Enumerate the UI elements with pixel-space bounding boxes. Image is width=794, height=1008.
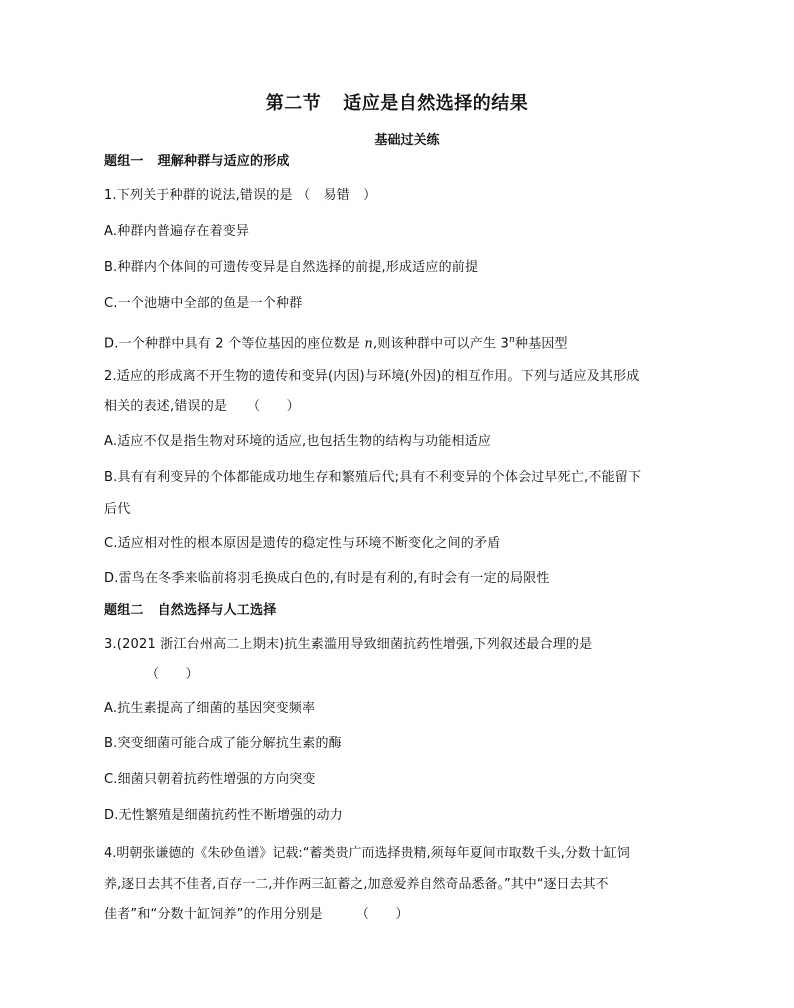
question-3-option-d: D.无性繁殖是细菌抗药性不断增强的动力 xyxy=(104,808,343,823)
option-d-text-2: ,则该种群中可以产生 3 xyxy=(373,336,509,352)
question-2-stem-line-2: 相关的表述,错误的是 （ ） xyxy=(104,399,300,414)
group-name: 自然选择与人工选择 xyxy=(157,603,277,618)
question-3-option-b: B.突变细菌可能合成了能分解抗生素的酶 xyxy=(104,736,342,751)
question-1-option-a: A.种群内普遍存在着变异 xyxy=(104,224,250,239)
question-3-stem-line-1: 3.(2021 浙江台州高二上期末)抗生素滥用导致细菌抗药性增强,下列叙述最合理的是 xyxy=(104,637,593,652)
group-label: 题组一 xyxy=(104,154,144,169)
question-4-stem-line-2: 养,逐日去其不佳者,百存一二,并作两三缸蓄之,加意爱养自然奇品悉备。”其中“逐日去其不 xyxy=(104,877,609,892)
question-2-option-b-line-1: B.具有有利变异的个体都能成功地生存和繁殖后代;具有不利变异的个体会过早死亡,不能留下 xyxy=(104,470,642,485)
question-2-option-a: A.适应不仅是指生物对环境的适应,也包括生物的结构与功能相适应 xyxy=(104,434,492,449)
variable-n: n xyxy=(364,336,373,352)
page-subtitle: 基础过关练 xyxy=(374,133,440,148)
section-number: 第二节 xyxy=(265,93,322,114)
question-3-stem-line-2: （ ） xyxy=(146,667,199,682)
question-1-stem: 1.下列关于种群的说法,错误的是 （ 易错 ） xyxy=(104,188,377,203)
question-3-option-a: A.抗生素提高了细菌的基因突变频率 xyxy=(104,701,316,716)
section-name: 适应是自然选择的结果 xyxy=(343,93,529,114)
question-2-option-c: C.适应相对性的根本原因是遗传的稳定性与环境不断变化之间的矛盾 xyxy=(104,536,501,551)
question-2-option-d: D.雷鸟在冬季来临前将羽毛换成白色的,有时是有利的,有时会有一定的局限性 xyxy=(104,571,550,586)
question-2-stem-line-1: 2.适应的形成离不开生物的遗传和变异(内因)与环境(外因)的相互作用。下列与适应及其形成 xyxy=(104,369,640,384)
page-title xyxy=(0,92,794,116)
option-d-text-1: D.一个种群中具有 2 个等位基因的座位数是 xyxy=(104,336,365,352)
question-1-option-d xyxy=(104,331,568,353)
group-heading-2 xyxy=(104,602,276,620)
group-label: 题组二 xyxy=(104,603,144,618)
group-name: 理解种群与适应的形成 xyxy=(157,154,290,169)
question-1-option-b: B.种群内个体间的可遗传变异是自然选择的前提,形成适应的前提 xyxy=(104,260,479,275)
option-d-text-3: 种基因型 xyxy=(514,336,568,352)
group-heading-1 xyxy=(104,153,290,171)
question-3-option-c: C.细菌只朝着抗药性增强的方向突变 xyxy=(104,772,316,787)
question-2-option-b-line-2: 后代 xyxy=(104,502,131,517)
question-1-option-c: C.一个池塘中全部的鱼是一个种群 xyxy=(104,296,303,311)
question-4-stem-line-1: 4.明朝张谦德的《朱砂鱼谱》记载:“蓄类贵广而选择贵精,须每年夏间市取数千头,分数十缸饲 xyxy=(104,846,630,861)
question-4-stem-line-3: 佳者”和“分数十缸饲养”的作用分别是 （ ） xyxy=(104,907,409,922)
exponent-n: n xyxy=(508,335,515,345)
